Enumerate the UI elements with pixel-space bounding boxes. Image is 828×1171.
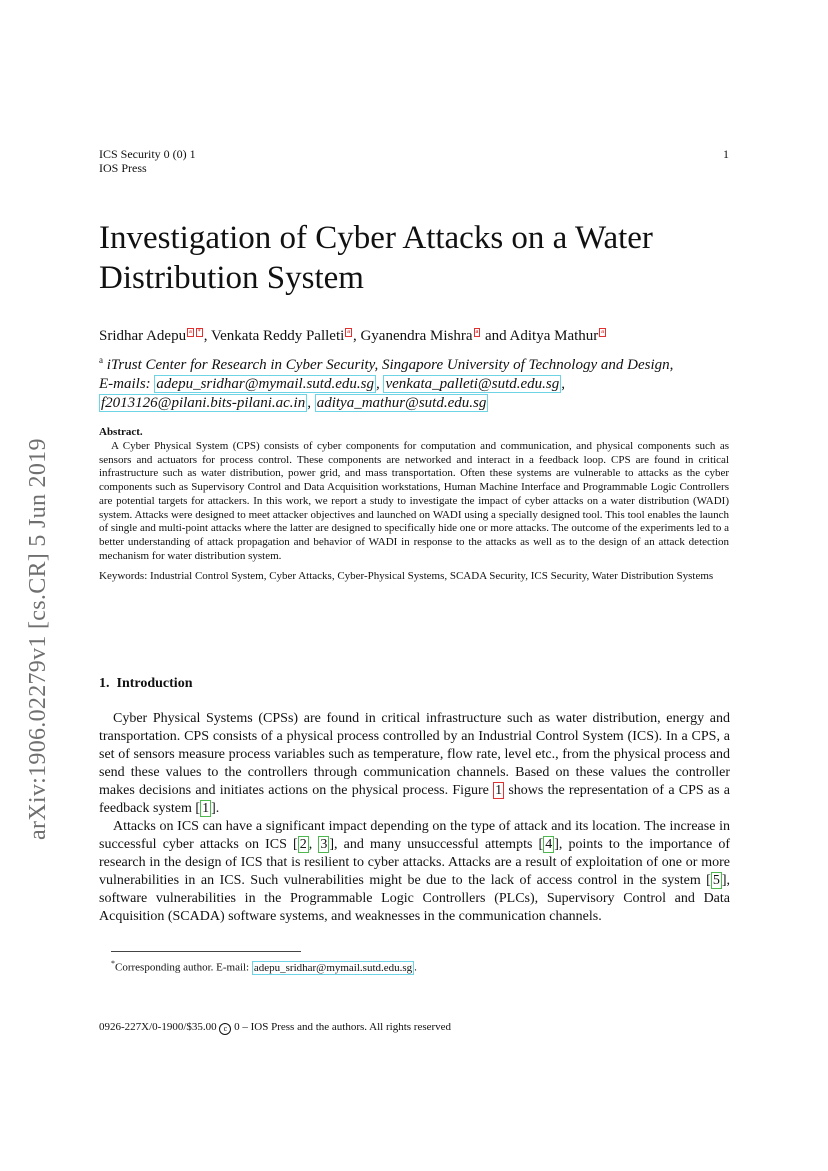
section-heading	[99, 676, 192, 692]
paragraph	[99, 818, 730, 926]
paragraph-text: shows the representation of a CPS as a feedback system [	[99, 783, 730, 816]
email-link[interactable]: venkata_palleti@sutd.edu.sg	[385, 376, 560, 392]
rights-text: 0 – IOS Press and the authors. All rights reserved	[234, 1021, 452, 1033]
affiliation-label: a	[99, 355, 103, 365]
affiliation-mark[interactable]: a	[189, 329, 192, 335]
arxiv-stamp: arXiv:1906.02279v1 [cs.CR] 5 Jun 2019	[25, 438, 51, 840]
section-number: 1.	[99, 676, 110, 691]
keywords	[99, 570, 729, 584]
email-link[interactable]: adepu_sridhar@mymail.sutd.edu.sg	[253, 961, 413, 974]
corresponding-mark[interactable]: *	[197, 329, 201, 335]
author-name: Aditya Mathur	[509, 328, 599, 344]
affiliation-mark[interactable]: a	[475, 329, 479, 335]
citation-link[interactable]: 1	[202, 801, 210, 816]
author-name: Sridhar Adepu	[99, 328, 187, 344]
abstract-text: A Cyber Physical System (CPS) consists of cyber components for computation and communication, and physical components such as sensors and actuators for process control. These components are networked and interact in a feedback loop. CPS are found in critical infrastructure such as water distribution, power grid, and mass transportation. Often these systems are vulnerable to attacks as the cyber components such as Supervisory Control and Data Acquisition workstations, Human Machine Interface and Programmable Logic Controllers are potential targets for attackers. In this work, we report a study to investigate the impact of cyber attacks on a water distribution (WADI) system. Attacks were designed to meet attacker objectives and launched on WADI using a specially designed tool. This tool enables the launch of single and multi-point attacks where the latter are designed to specifically hide one or more attacks. The outcome of the experiments led to a better understanding of attack propagation and behavior of WADI in response to the attacks as well as to the design of an attack detection mechanism for water distribution system.	[99, 439, 729, 562]
emails-label: E-mails:	[99, 376, 151, 392]
author-separator: and	[481, 328, 510, 344]
author-list	[99, 327, 607, 345]
footnote-text: Corresponding author. E-mail:	[115, 961, 252, 974]
paragraph-text: Attacks on ICS can have a significant impact depending on the type of attack and its location. The increase in successful cyber attacks on ICS [	[99, 819, 730, 852]
abstract	[99, 426, 729, 583]
copyright-icon: c	[219, 1023, 231, 1035]
affiliation-mark[interactable]: a	[601, 329, 604, 335]
paragraph-text: ], points to the importance of research in the design of ICS that is resilient to cyber attacks. Attacks are a result of exploitation of one or more vulnerabilities in an ICS. Such vulnerabilities might be due to the lack of access control in the system [	[99, 837, 730, 888]
keywords-label: Keywords:	[99, 569, 148, 582]
citation-link[interactable]: 5	[712, 873, 720, 888]
section-title: Introduction	[116, 676, 193, 691]
citation-link[interactable]: 3	[320, 837, 328, 852]
figure-reference[interactable]: 1	[495, 783, 503, 798]
publisher: IOS Press	[99, 161, 147, 175]
running-header	[99, 147, 196, 175]
footnote-rule	[111, 951, 301, 952]
issn-price: 0926-227X/0-1900/$35.00	[99, 1021, 217, 1033]
page-footer	[99, 1020, 451, 1035]
email-link[interactable]: adepu_sridhar@mymail.sutd.edu.sg	[156, 376, 374, 392]
abstract-heading: Abstract.	[99, 426, 143, 438]
paragraph-text: ], software vulnerabilities in the Programmable Logic Controllers (PLCs), Supervisory Control and Data Acquisition (SCADA) software systems, and weaknesses in the communication channels.	[99, 873, 730, 924]
affiliation-text: iTrust Center for Research in Cyber Security, Singapore University of Technology and Design,	[106, 357, 674, 373]
introduction-body	[99, 710, 730, 926]
email-link[interactable]: f2013126@pilani.bits-pilani.ac.in	[101, 395, 306, 411]
footnote-end: .	[414, 961, 417, 974]
author-separator: ,	[203, 328, 211, 344]
paragraph	[99, 710, 730, 818]
journal-line: ICS Security 0 (0) 1	[99, 147, 196, 161]
citation-separator: ,	[308, 837, 319, 852]
footnote	[111, 957, 417, 975]
paragraph-text: ].	[211, 801, 220, 816]
author-name: Gyanendra Mishra	[360, 328, 473, 344]
citation-link[interactable]: 2	[299, 837, 307, 852]
page-number: 1	[723, 147, 729, 161]
author-separator: ,	[352, 328, 361, 344]
paragraph-text: Cyber Physical Systems (CPSs) are found in critical infrastructure such as water distribution, energy and transportation. CPS consists of a physical process controlled by an Industrial Control System (ICS). In a CPS, a set of sensors measure process variables such as temperature, flow rate, level etc., from the physical process and send these values to the controllers through communication channels. Based on these values the controller makes decisions and initiates actions on the physical process. Figure	[99, 711, 730, 798]
citation-link[interactable]: 4	[545, 837, 553, 852]
paragraph-text: ], and many unsuccessful attempts [	[329, 837, 544, 852]
paper-title: Investigation of Cyber Attacks on a Water Distribution System	[99, 220, 653, 296]
author-name: Venkata Reddy Palleti	[210, 328, 345, 344]
footnote-mark: *	[111, 959, 115, 968]
affiliation: $^a$ iTrust Center for Research in Cyber Security, Singapore University of Technology and Design, E-mails: adepu_sridhar@mymail.sutd.edu.sg , venkata_palleti@sutd.edu.sg , f2013126@pilani.bits-pilani.ac.in , aditya_mathur@sutd.edu.sg	[99, 355, 674, 411]
keywords-text: Industrial Control System, Cyber Attacks, Cyber-Physical Systems, SCADA Security, ICS Security, Water Distribution Systems	[150, 569, 714, 582]
affiliation-mark[interactable]: a	[347, 329, 350, 335]
email-link[interactable]: aditya_mathur@sutd.edu.sg	[316, 395, 487, 411]
